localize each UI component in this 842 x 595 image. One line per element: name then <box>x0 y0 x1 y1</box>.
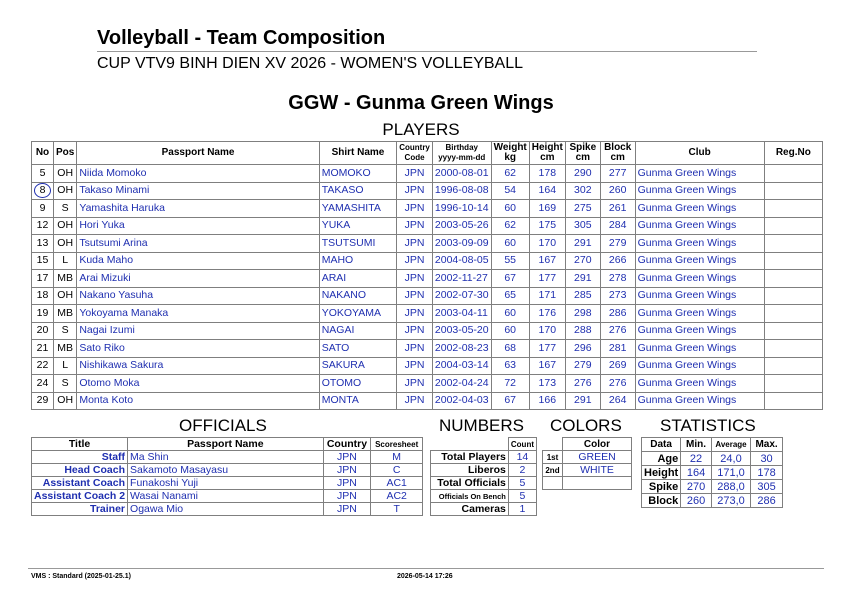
player-weight: 65 <box>491 287 529 305</box>
player-reg-no <box>764 357 822 375</box>
statistic-average: 273,0 <box>711 494 750 508</box>
player-block: 278 <box>600 270 635 288</box>
player-height: 171 <box>529 287 565 305</box>
player-number: 24 <box>32 375 54 393</box>
player-club: Gunma Green Wings <box>635 270 764 288</box>
player-row <box>32 217 823 235</box>
player-number: 18 <box>32 287 54 305</box>
statistic-max: 178 <box>751 466 783 480</box>
col-min: Min. <box>681 438 712 452</box>
statistics-row <box>642 466 783 480</box>
player-country: JPN <box>397 392 433 410</box>
player-club: Gunma Green Wings <box>635 375 764 393</box>
player-height: 177 <box>529 340 565 358</box>
numbers-label: Total Players <box>431 451 509 464</box>
players-header-row <box>32 142 823 165</box>
official-passport-name: Ma Shin <box>128 451 324 464</box>
player-spike: 291 <box>565 270 600 288</box>
officials-table <box>31 437 423 516</box>
col-pos: Pos <box>54 142 77 165</box>
numbers-label: Officials On Bench <box>431 490 509 503</box>
col-shirt-name: Shirt Name <box>319 142 397 165</box>
players-table <box>31 141 823 410</box>
player-shirt-name: MOMOKO <box>319 165 397 183</box>
official-row <box>32 490 423 503</box>
player-passport-name: Monta Koto <box>77 392 319 410</box>
footer-timestamp: 2026-05-14 17:26 <box>397 573 453 580</box>
player-row <box>32 270 823 288</box>
player-height: 167 <box>529 357 565 375</box>
statistics-row <box>642 452 783 466</box>
player-spike: 298 <box>565 305 600 323</box>
player-reg-no <box>764 375 822 393</box>
competition-name: CUP VTV9 BINH DIEN XV 2026 - WOMEN'S VOLLEYBALL <box>97 55 524 72</box>
statistics-row <box>642 480 783 494</box>
player-country: JPN <box>397 252 433 270</box>
player-height: 173 <box>529 375 565 393</box>
statistic-average: 288,0 <box>711 480 750 494</box>
player-country: JPN <box>397 217 433 235</box>
player-birthday: 2002-07-30 <box>432 287 491 305</box>
col-reg-no: Reg.No <box>764 142 822 165</box>
player-height: 177 <box>529 270 565 288</box>
player-row <box>32 200 823 218</box>
player-number: 12 <box>32 217 54 235</box>
statistic-min: 270 <box>681 480 712 494</box>
official-scoresheet: C <box>371 464 423 477</box>
statistics-row <box>642 494 783 508</box>
player-reg-no <box>764 305 822 323</box>
official-title: Trainer <box>32 503 128 516</box>
player-block: 281 <box>600 340 635 358</box>
player-birthday: 2003-09-09 <box>432 235 491 253</box>
player-country: JPN <box>397 305 433 323</box>
player-position: MB <box>54 270 77 288</box>
player-block: 266 <box>600 252 635 270</box>
player-weight: 60 <box>491 305 529 323</box>
player-block: 276 <box>600 375 635 393</box>
player-shirt-name: MONTA <box>319 392 397 410</box>
col-title: Title <box>32 438 128 451</box>
player-country: JPN <box>397 165 433 183</box>
colors-header-row <box>543 438 632 451</box>
statistic-label: Height <box>642 466 681 480</box>
player-weight: 60 <box>491 235 529 253</box>
player-club: Gunma Green Wings <box>635 235 764 253</box>
statistics-heading: STATISTICS <box>660 416 756 435</box>
player-club: Gunma Green Wings <box>635 322 764 340</box>
player-spike: 305 <box>565 217 600 235</box>
player-row <box>32 340 823 358</box>
official-row <box>32 464 423 477</box>
col-average: Average <box>711 438 750 452</box>
colors-heading: COLORS <box>550 416 622 435</box>
player-position: OH <box>54 217 77 235</box>
col-club: Club <box>635 142 764 165</box>
player-passport-name: Otomo Moka <box>77 375 319 393</box>
player-spike: 302 <box>565 182 600 200</box>
numbers-value: 14 <box>508 451 536 464</box>
player-birthday: 2002-08-23 <box>432 340 491 358</box>
document-title: Volleyball - Team Composition <box>97 27 386 49</box>
captain-marker: 8 <box>34 183 51 198</box>
col-weight: Weight kg <box>491 142 529 165</box>
player-weight: 62 <box>491 217 529 235</box>
player-birthday: 2002-11-27 <box>432 270 491 288</box>
official-passport-name: Funakoshi Yuji <box>128 477 324 490</box>
player-birthday: 2000-08-01 <box>432 165 491 183</box>
player-weight: 72 <box>491 375 529 393</box>
col-spike: Spike cm <box>565 142 600 165</box>
player-spike: 288 <box>565 322 600 340</box>
player-shirt-name: MAHO <box>319 252 397 270</box>
official-country: JPN <box>323 490 371 503</box>
footer-divider <box>28 568 824 569</box>
player-country: JPN <box>397 357 433 375</box>
color-row <box>543 451 632 464</box>
player-reg-no <box>764 270 822 288</box>
player-spike: 291 <box>565 392 600 410</box>
col-count: Count <box>508 438 536 451</box>
player-height: 166 <box>529 392 565 410</box>
player-club: Gunma Green Wings <box>635 392 764 410</box>
footer-version: VMS : Standard (2025-01-25.1) <box>31 573 131 580</box>
player-country: JPN <box>397 340 433 358</box>
player-country: JPN <box>397 270 433 288</box>
player-passport-name: Nagai Izumi <box>77 322 319 340</box>
player-passport-name: Arai Mizuki <box>77 270 319 288</box>
player-birthday: 2004-03-14 <box>432 357 491 375</box>
numbers-row <box>431 451 537 464</box>
official-title: Assistant Coach <box>32 477 128 490</box>
player-weight: 67 <box>491 392 529 410</box>
player-height: 178 <box>529 165 565 183</box>
player-shirt-name: NAKANO <box>319 287 397 305</box>
player-block: 273 <box>600 287 635 305</box>
player-birthday: 2003-05-20 <box>432 322 491 340</box>
player-position: MB <box>54 305 77 323</box>
color-value: WHITE <box>562 464 631 477</box>
player-position: OH <box>54 165 77 183</box>
player-reg-no <box>764 392 822 410</box>
player-passport-name: Nishikawa Sakura <box>77 357 319 375</box>
player-passport-name: Tsutsumi Arina <box>77 235 319 253</box>
player-row <box>32 375 823 393</box>
player-club: Gunma Green Wings <box>635 357 764 375</box>
col-data: Data <box>642 438 681 452</box>
player-reg-no <box>764 182 822 200</box>
col-color: Color <box>562 438 631 451</box>
numbers-value: 5 <box>508 477 536 490</box>
player-shirt-name: YAMASHITA <box>319 200 397 218</box>
col-height: Height cm <box>529 142 565 165</box>
col-passport-name: Passport Name <box>77 142 319 165</box>
team-name: GGW - Gunma Green Wings <box>288 92 554 114</box>
statistic-min: 164 <box>681 466 712 480</box>
player-shirt-name: YOKOYAMA <box>319 305 397 323</box>
player-country: JPN <box>397 375 433 393</box>
player-reg-no <box>764 287 822 305</box>
statistic-max: 286 <box>751 494 783 508</box>
player-spike: 290 <box>565 165 600 183</box>
player-birthday: 2003-05-26 <box>432 217 491 235</box>
player-spike: 270 <box>565 252 600 270</box>
player-height: 167 <box>529 252 565 270</box>
player-row <box>32 287 823 305</box>
official-country: JPN <box>323 477 371 490</box>
player-reg-no <box>764 235 822 253</box>
col-birthday: Birthday yyyy-mm-dd <box>432 142 491 165</box>
player-weight: 67 <box>491 270 529 288</box>
player-passport-name: Nakano Yasuha <box>77 287 319 305</box>
numbers-value: 5 <box>508 490 536 503</box>
player-number <box>32 182 54 200</box>
player-position: OH <box>54 287 77 305</box>
color-order: 1st <box>543 451 563 464</box>
statistic-average: 171,0 <box>711 466 750 480</box>
col-official-name: Passport Name <box>128 438 324 451</box>
players-heading: PLAYERS <box>382 120 460 139</box>
officials-heading: OFFICIALS <box>179 416 267 435</box>
player-shirt-name: TSUTSUMI <box>319 235 397 253</box>
player-block: 277 <box>600 165 635 183</box>
colors-table <box>542 437 632 490</box>
player-club: Gunma Green Wings <box>635 340 764 358</box>
player-number: 20 <box>32 322 54 340</box>
player-weight: 63 <box>491 357 529 375</box>
player-number: 13 <box>32 235 54 253</box>
player-club: Gunma Green Wings <box>635 217 764 235</box>
col-country-code: Country Code <box>397 142 433 165</box>
player-club: Gunma Green Wings <box>635 287 764 305</box>
numbers-label: Cameras <box>431 503 509 516</box>
player-spike: 285 <box>565 287 600 305</box>
player-row <box>32 165 823 183</box>
player-weight: 60 <box>491 200 529 218</box>
player-shirt-name: OTOMO <box>319 375 397 393</box>
official-title: Head Coach <box>32 464 128 477</box>
statistics-table <box>641 437 783 508</box>
official-passport-name: Sakamoto Masayasu <box>128 464 324 477</box>
player-country: JPN <box>397 235 433 253</box>
player-club: Gunma Green Wings <box>635 252 764 270</box>
player-shirt-name: SAKURA <box>319 357 397 375</box>
player-reg-no <box>764 200 822 218</box>
player-number: 15 <box>32 252 54 270</box>
statistic-min: 22 <box>681 452 712 466</box>
player-row <box>32 182 823 200</box>
numbers-row <box>431 477 537 490</box>
colors-blank-header <box>543 438 563 451</box>
player-number: 22 <box>32 357 54 375</box>
official-country: JPN <box>323 451 371 464</box>
player-passport-name: Yokoyama Manaka <box>77 305 319 323</box>
player-spike: 276 <box>565 375 600 393</box>
player-position: L <box>54 252 77 270</box>
col-block: Block cm <box>600 142 635 165</box>
statistic-max: 30 <box>751 452 783 466</box>
player-block: 264 <box>600 392 635 410</box>
numbers-row <box>431 490 537 503</box>
numbers-heading: NUMBERS <box>439 416 525 435</box>
player-block: 284 <box>600 217 635 235</box>
player-shirt-name: TAKASO <box>319 182 397 200</box>
player-block: 269 <box>600 357 635 375</box>
player-position: L <box>54 357 77 375</box>
player-height: 164 <box>529 182 565 200</box>
player-reg-no <box>764 217 822 235</box>
player-country: JPN <box>397 322 433 340</box>
official-country: JPN <box>323 503 371 516</box>
numbers-value: 1 <box>508 503 536 516</box>
player-weight: 54 <box>491 182 529 200</box>
player-country: JPN <box>397 287 433 305</box>
player-passport-name: Sato Riko <box>77 340 319 358</box>
player-position: OH <box>54 182 77 200</box>
official-scoresheet: AC2 <box>371 490 423 503</box>
player-spike: 296 <box>565 340 600 358</box>
numbers-label: Total Officials <box>431 477 509 490</box>
player-number: 19 <box>32 305 54 323</box>
player-country: JPN <box>397 182 433 200</box>
player-weight: 60 <box>491 322 529 340</box>
statistics-header-row <box>642 438 783 452</box>
player-shirt-name: SATO <box>319 340 397 358</box>
player-reg-no <box>764 340 822 358</box>
player-shirt-name: NAGAI <box>319 322 397 340</box>
player-passport-name: Niida Momoko <box>77 165 319 183</box>
player-row <box>32 322 823 340</box>
player-passport-name: Takaso Minami <box>77 182 319 200</box>
player-row <box>32 305 823 323</box>
player-number: 9 <box>32 200 54 218</box>
col-max: Max. <box>751 438 783 452</box>
player-club: Gunma Green Wings <box>635 305 764 323</box>
numbers-table <box>430 437 537 516</box>
player-club: Gunma Green Wings <box>635 200 764 218</box>
player-number: 5 <box>32 165 54 183</box>
player-weight: 62 <box>491 165 529 183</box>
col-official-country: Country <box>323 438 371 451</box>
player-position: OH <box>54 392 77 410</box>
player-position: S <box>54 375 77 393</box>
official-country: JPN <box>323 464 371 477</box>
numbers-label: Liberos <box>431 464 509 477</box>
official-passport-name: Wasai Nanami <box>128 490 324 503</box>
player-block: 261 <box>600 200 635 218</box>
official-row <box>32 477 423 490</box>
col-scoresheet: Scoresheet <box>371 438 423 451</box>
player-position: OH <box>54 235 77 253</box>
statistic-max: 305 <box>751 480 783 494</box>
statistic-min: 260 <box>681 494 712 508</box>
player-reg-no <box>764 165 822 183</box>
official-scoresheet: T <box>371 503 423 516</box>
player-spike: 279 <box>565 357 600 375</box>
official-row <box>32 451 423 464</box>
color-order-empty <box>543 477 563 490</box>
player-club: Gunma Green Wings <box>635 182 764 200</box>
player-passport-name: Kuda Maho <box>77 252 319 270</box>
player-number: 21 <box>32 340 54 358</box>
numbers-row <box>431 503 537 516</box>
player-row <box>32 252 823 270</box>
player-position: S <box>54 200 77 218</box>
player-position: MB <box>54 340 77 358</box>
player-birthday: 2002-04-24 <box>432 375 491 393</box>
player-block: 279 <box>600 235 635 253</box>
player-number: 29 <box>32 392 54 410</box>
title-divider <box>97 51 757 52</box>
player-height: 170 <box>529 322 565 340</box>
official-row <box>32 503 423 516</box>
player-height: 176 <box>529 305 565 323</box>
player-birthday: 2002-04-03 <box>432 392 491 410</box>
player-reg-no <box>764 252 822 270</box>
official-passport-name: Ogawa Mio <box>128 503 324 516</box>
player-weight: 55 <box>491 252 529 270</box>
color-row <box>543 464 632 477</box>
player-position: S <box>54 322 77 340</box>
statistic-label: Block <box>642 494 681 508</box>
player-spike: 291 <box>565 235 600 253</box>
player-passport-name: Hori Yuka <box>77 217 319 235</box>
player-birthday: 1996-08-08 <box>432 182 491 200</box>
statistic-label: Spike <box>642 480 681 494</box>
color-row-empty <box>543 477 632 490</box>
numbers-blank-header <box>431 438 509 451</box>
player-height: 170 <box>529 235 565 253</box>
player-height: 175 <box>529 217 565 235</box>
official-scoresheet: AC1 <box>371 477 423 490</box>
player-shirt-name: ARAI <box>319 270 397 288</box>
color-value: GREEN <box>562 451 631 464</box>
player-row <box>32 392 823 410</box>
color-order: 2nd <box>543 464 563 477</box>
official-title: Assistant Coach 2 <box>32 490 128 503</box>
numbers-header-row <box>431 438 537 451</box>
player-birthday: 2004-08-05 <box>432 252 491 270</box>
player-number: 17 <box>32 270 54 288</box>
player-row <box>32 235 823 253</box>
player-block: 276 <box>600 322 635 340</box>
numbers-value: 2 <box>508 464 536 477</box>
player-shirt-name: YUKA <box>319 217 397 235</box>
official-scoresheet: M <box>371 451 423 464</box>
player-birthday: 2003-04-11 <box>432 305 491 323</box>
player-row <box>32 357 823 375</box>
player-reg-no <box>764 322 822 340</box>
numbers-row <box>431 464 537 477</box>
player-birthday: 1996-10-14 <box>432 200 491 218</box>
player-spike: 275 <box>565 200 600 218</box>
player-block: 260 <box>600 182 635 200</box>
player-block: 286 <box>600 305 635 323</box>
officials-header-row <box>32 438 423 451</box>
player-passport-name: Yamashita Haruka <box>77 200 319 218</box>
player-height: 169 <box>529 200 565 218</box>
statistic-average: 24,0 <box>711 452 750 466</box>
player-country: JPN <box>397 200 433 218</box>
player-club: Gunma Green Wings <box>635 165 764 183</box>
official-title: Staff <box>32 451 128 464</box>
statistic-label: Age <box>642 452 681 466</box>
color-value-empty <box>562 477 631 490</box>
player-weight: 68 <box>491 340 529 358</box>
col-no: No <box>32 142 54 165</box>
